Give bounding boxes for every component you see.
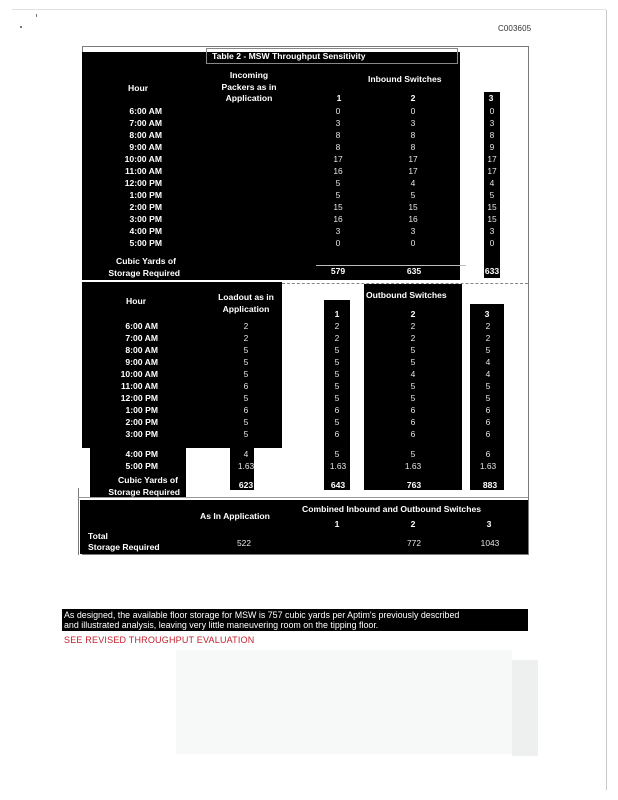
value-cell: 5 xyxy=(334,357,340,367)
value-cell: 5 xyxy=(410,357,416,367)
hour-cell: 1:00 PM xyxy=(129,190,162,200)
value-cell: 5 xyxy=(334,393,340,403)
value-cell: 5 xyxy=(243,369,249,379)
section-divider xyxy=(78,497,528,498)
inbound-total-label: Storage Required xyxy=(108,268,180,278)
value-cell: 5 xyxy=(410,190,416,200)
hour-cell: 10:00 AM xyxy=(120,369,158,379)
hour-cell: 12:00 PM xyxy=(120,393,158,403)
outbound-total: 623 xyxy=(238,480,254,490)
value-cell: 5 xyxy=(335,190,341,200)
scan-speck xyxy=(20,26,22,28)
value-cell: 0 xyxy=(489,238,495,248)
value-cell: 3 xyxy=(335,226,341,236)
hour-cell: 6:00 AM xyxy=(125,321,158,331)
value-cell: 5 xyxy=(243,429,249,439)
value-cell: 4 xyxy=(485,357,491,367)
value-cell: 6 xyxy=(410,405,416,415)
storage-note-line: As designed, the available floor storage for MSW is 757 cubic yards per Aptim's previously described xyxy=(64,610,460,620)
hour-cell: 12:00 PM xyxy=(124,178,162,188)
inbound-switch-number: 3 xyxy=(488,93,494,103)
value-cell: 5 xyxy=(485,393,491,403)
value-cell: 1.63 xyxy=(329,461,347,471)
value-cell: 3 xyxy=(410,226,416,236)
value-cell: 6 xyxy=(410,417,416,427)
value-cell: 2 xyxy=(410,321,416,331)
value-cell: 2 xyxy=(410,333,416,343)
scan-edge-right xyxy=(606,10,607,790)
value-cell: 16 xyxy=(333,214,343,224)
hour-cell: 6:00 AM xyxy=(129,106,162,116)
bleed-through xyxy=(512,660,538,756)
value-cell: 5 xyxy=(485,381,491,391)
hour-cell: 2:00 PM xyxy=(129,202,162,212)
value-cell: 5 xyxy=(410,449,416,459)
value-cell: 6 xyxy=(334,429,340,439)
value-cell: 15 xyxy=(487,202,497,212)
hour-cell: 3:00 PM xyxy=(125,429,158,439)
value-cell: 6 xyxy=(485,429,491,439)
bleed-through xyxy=(176,650,512,754)
combined-value: 1043 xyxy=(480,538,500,548)
value-cell: 4 xyxy=(410,369,416,379)
value-cell: 5 xyxy=(489,190,495,200)
value-cell: 8 xyxy=(335,130,341,140)
value-cell: 6 xyxy=(485,417,491,427)
value-cell: 4 xyxy=(489,178,495,188)
outbound-switch-number: 3 xyxy=(484,309,490,319)
value-cell: 6 xyxy=(334,405,340,415)
value-cell: 0 xyxy=(335,238,341,248)
value-cell: 5 xyxy=(410,393,416,403)
inbound-switches-header: Inbound Switches xyxy=(368,74,442,84)
scan-speck xyxy=(36,14,37,17)
outbound-total-label: Storage Required xyxy=(108,487,180,497)
table-border xyxy=(78,488,79,555)
table-border xyxy=(82,554,528,555)
value-cell: 1.63 xyxy=(404,461,422,471)
table-border xyxy=(82,46,528,47)
value-cell: 2 xyxy=(485,321,491,331)
hour-cell: 4:00 PM xyxy=(129,226,162,236)
value-cell: 9 xyxy=(489,142,495,152)
value-cell: 3 xyxy=(489,226,495,236)
hour-cell: 8:00 AM xyxy=(125,345,158,355)
value-cell: 4 xyxy=(243,449,249,459)
combined-header-block xyxy=(80,500,198,530)
hour-cell: 8:00 AM xyxy=(129,130,162,140)
value-cell: 5 xyxy=(334,381,340,391)
value-cell: 5 xyxy=(243,417,249,427)
value-cell: 17 xyxy=(408,166,418,176)
outbound-total: 763 xyxy=(406,480,422,490)
section-divider xyxy=(282,283,528,284)
value-cell: 0 xyxy=(410,106,416,116)
value-cell: 2 xyxy=(243,333,249,343)
document-id: C003605 xyxy=(498,24,532,33)
value-cell: 5 xyxy=(243,357,249,367)
hour-cell: 7:00 AM xyxy=(125,333,158,343)
combined-application-header: As In Application xyxy=(200,511,270,521)
outbound-application-header: Loadout as in Application xyxy=(218,292,274,314)
value-cell: 2 xyxy=(243,321,249,331)
value-cell: 0 xyxy=(335,106,341,116)
value-cell: 6 xyxy=(243,405,249,415)
value-cell: 5 xyxy=(335,178,341,188)
inbound-switch-number: 2 xyxy=(410,93,416,103)
outbound-total: 883 xyxy=(482,480,498,490)
hour-cell: 4:00 PM xyxy=(125,449,158,459)
value-cell: 5 xyxy=(334,369,340,379)
hour-cell: 7:00 AM xyxy=(129,118,162,128)
table-title: Table 2 - MSW Throughput Sensitivity xyxy=(212,51,366,61)
outbound-switch-number: 2 xyxy=(410,309,416,319)
value-cell: 17 xyxy=(408,154,418,164)
hour-cell: 1:00 PM xyxy=(125,405,158,415)
inbound-total-label: Cubic Yards of xyxy=(115,256,176,266)
value-cell: 3 xyxy=(335,118,341,128)
value-cell: 1.63 xyxy=(479,461,497,471)
revised-throughput-note: SEE REVISED THROUGHPUT EVALUATION xyxy=(64,635,255,645)
value-cell: 8 xyxy=(410,130,416,140)
value-cell: 3 xyxy=(489,118,495,128)
hour-cell: 2:00 PM xyxy=(125,417,158,427)
inbound-switch-number: 1 xyxy=(336,93,342,103)
scan-edge-top xyxy=(12,9,606,10)
value-cell: 8 xyxy=(335,142,341,152)
value-cell: 5 xyxy=(243,393,249,403)
storage-note-line: and illustrated analysis, leaving very little maneuvering room on the tipping floor. xyxy=(64,620,379,630)
value-cell: 5 xyxy=(410,381,416,391)
inbound-application-header: Incoming Packers as in Application xyxy=(221,70,277,104)
value-cell: 2 xyxy=(334,321,340,331)
combined-total-label: Storage Required xyxy=(88,542,160,552)
hour-cell: 5:00 PM xyxy=(129,238,162,248)
hour-cell: 10:00 AM xyxy=(124,154,162,164)
table-border xyxy=(528,46,529,555)
outbound-switches-header: Outbound Switches xyxy=(366,290,447,300)
combined-total-label: Total xyxy=(88,531,108,541)
inbound-total: 579 xyxy=(330,266,346,276)
inbound-hour-header: Hour xyxy=(128,83,149,93)
value-cell: 4 xyxy=(485,369,491,379)
hour-cell: 11:00 AM xyxy=(125,166,162,176)
value-cell: 15 xyxy=(487,214,497,224)
combined-switch-number: 3 xyxy=(486,519,492,529)
value-cell: 6 xyxy=(243,381,249,391)
value-cell: 3 xyxy=(410,118,416,128)
hour-cell: 11:00 AM xyxy=(121,381,158,391)
value-cell: 5 xyxy=(243,345,249,355)
value-cell: 16 xyxy=(408,214,418,224)
value-cell: 8 xyxy=(410,142,416,152)
value-cell: 8 xyxy=(489,130,495,140)
combined-value: 522 xyxy=(237,538,251,548)
storage-note xyxy=(62,609,528,631)
hour-cell: 5:00 PM xyxy=(125,461,158,471)
value-cell: 15 xyxy=(408,202,418,212)
value-cell: 0 xyxy=(489,106,495,116)
value-cell: 4 xyxy=(410,178,416,188)
value-cell: 5 xyxy=(485,345,491,355)
inbound-total: 633 xyxy=(484,266,500,276)
hour-cell: 3:00 PM xyxy=(129,214,162,224)
value-cell: 16 xyxy=(333,166,343,176)
hour-cell: 9:00 AM xyxy=(129,142,162,152)
inbound-total: 635 xyxy=(406,266,422,276)
value-cell: 6 xyxy=(485,405,491,415)
value-cell: 5 xyxy=(334,345,340,355)
value-cell: 17 xyxy=(487,166,497,176)
outbound-total: 643 xyxy=(330,480,346,490)
value-cell: 6 xyxy=(485,449,491,459)
combined-switches-header: Combined Inbound and Outbound Switches xyxy=(302,504,482,514)
value-cell: 5 xyxy=(334,417,340,427)
combined-switch-number: 2 xyxy=(410,519,416,529)
value-cell: 0 xyxy=(410,238,416,248)
value-cell: 15 xyxy=(333,202,343,212)
hour-cell: 9:00 AM xyxy=(125,357,158,367)
value-cell: 17 xyxy=(333,154,343,164)
value-cell: 2 xyxy=(485,333,491,343)
value-cell: 5 xyxy=(334,449,340,459)
value-cell: 6 xyxy=(410,429,416,439)
outbound-hour-header: Hour xyxy=(126,296,147,306)
value-cell: 1.63 xyxy=(237,461,255,471)
combined-switch-number: 1 xyxy=(334,519,340,529)
value-cell: 17 xyxy=(487,154,497,164)
combined-value: 772 xyxy=(407,538,421,548)
outbound-total-label: Cubic Yards of xyxy=(117,475,178,485)
value-cell: 5 xyxy=(410,345,416,355)
value-cell: 2 xyxy=(334,333,340,343)
outbound-switch-number: 1 xyxy=(334,309,340,319)
